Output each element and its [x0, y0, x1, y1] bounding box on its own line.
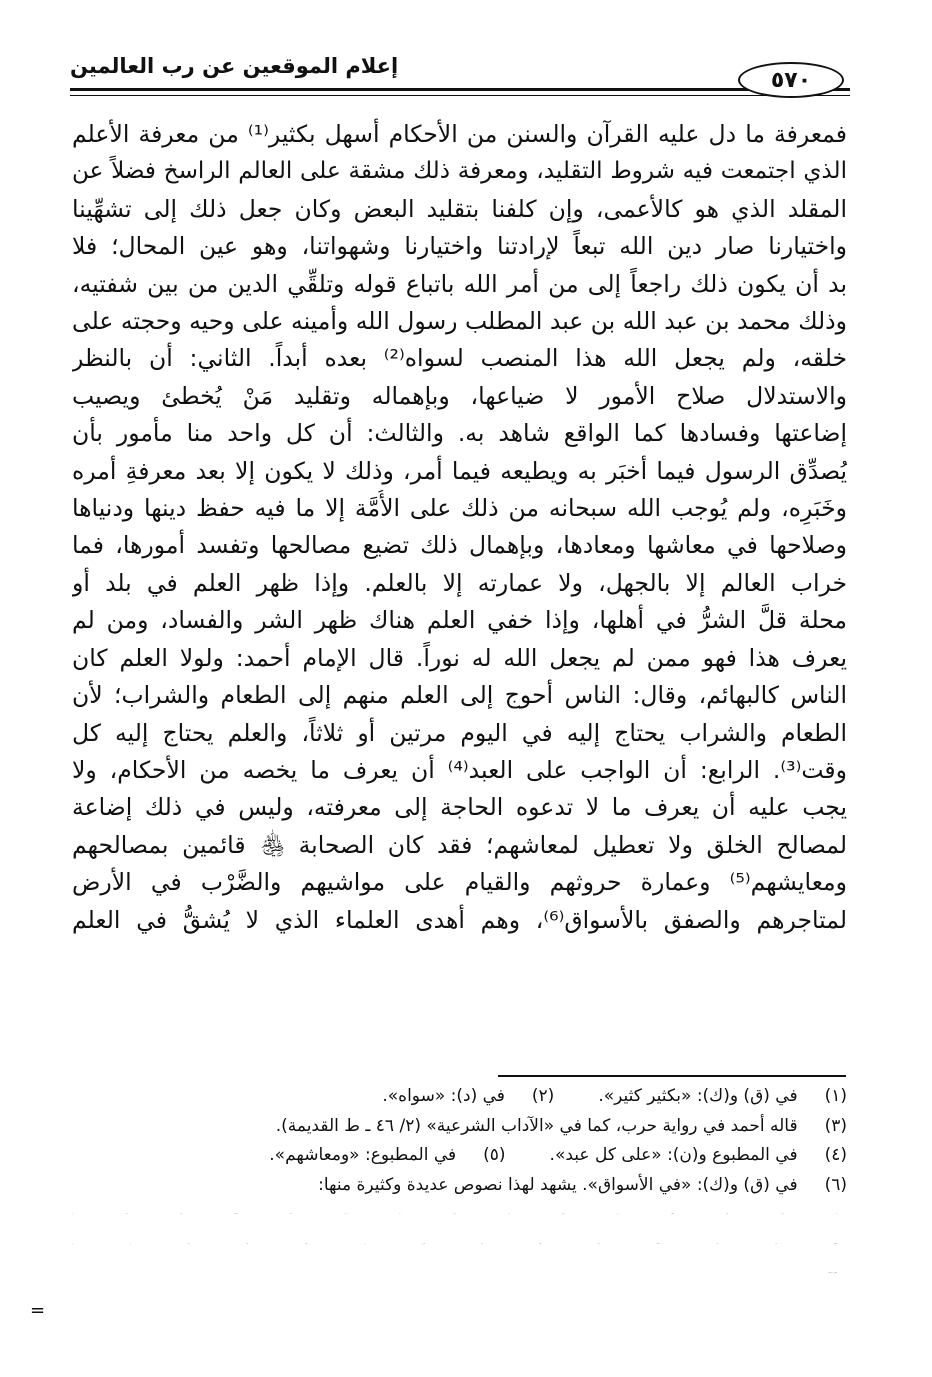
footnote-continuation-line: ما أخرجه عباس الدُّوري في «تاريخ ابن معين» (٢/ ٢٠٧) بسنده الصحيح إلى سعيد بن — [72, 1214, 837, 1215]
text-line: يعرف هذا فهو ممن لم يجعل الله له نوراً. قال الإمام أحمد: ولولا العلم كان — [72, 643, 847, 672]
text-line: وخَبَرِه، ولم يُوجب الله سبحانه من ذلك على الأُمَّة إلا ما فيه حفظ دينها ودنياها — [72, 494, 847, 523]
text-line: واختيارنا صار دين الله تبعاً لإرادتنا واختيارنا وشهواتنا، وهو عين المحال؛ فلا — [72, 232, 847, 261]
footnote-row — [72, 1171, 847, 1201]
footnote-text: في المطبوع و(ن): «على كل عبد». — [549, 1145, 798, 1165]
footnote-number: (٥) — [483, 1145, 506, 1165]
footnote-item — [269, 1141, 505, 1171]
footnote-number: (١) — [824, 1086, 847, 1106]
footnote-text: في المطبوع: «ومعاشهم». — [269, 1145, 457, 1165]
footnotes — [72, 1082, 847, 1289]
footnote-number: (٦) — [824, 1174, 847, 1195]
footnote-item — [598, 1082, 847, 1112]
text-line: الذي اجتمعت فيه شروط التقليد، ومعرفة ذلك مشقة على العالم الراسخ فضلاً عن — [72, 158, 847, 185]
text-line: لمصالح الخلق ولا تعطيل لمعاشهم؛ فقد كان الصحابة ﵃ قائمين بمصالحهم — [72, 830, 847, 859]
text-line: وذلك محمد بن عبد الله بن عبد المطلب رسول الله وأمينه على وحيه وحجته على — [72, 307, 847, 336]
footnote-number: (٤) — [824, 1145, 847, 1165]
page-header — [70, 44, 850, 100]
text-line: المقلد الذي هو كالأعمى، وإن كلفنا بتقليد البعض وكان جعل ذلك إلى تشهِّينا — [72, 194, 847, 223]
footnote-text: في (ق) و(ك): «في الأسواق». يشهد لهذا نصوص عديدة وكثيرة منها: — [318, 1174, 798, 1195]
text-line: الطعام والشراب يحتاج إليه في اليوم مرتين أو ثلاثاً، والعلم يحتاج إليه كل — [72, 718, 847, 747]
header-rule-thick — [70, 88, 850, 91]
footnote-row — [72, 1112, 847, 1142]
text-line: والاستدلال صلاح الأمور لا ضياعها، وبإهماله وتقليد مَنْ يُخطئ ويصيب — [72, 381, 847, 410]
text-line: يُصدِّق الرسول فيما أخبَر به ويطيعه فيما أمر، وذلك لا يكون إلا بعد معرفةِ أمره — [72, 456, 847, 485]
footnote-text: قاله أحمد في رواية حرب، كما في «الآداب الشرعية» (٢/ ٤٦ ـ ط القديمة). — [275, 1115, 798, 1136]
footnote-row — [72, 1141, 847, 1171]
header-rule-thin — [70, 95, 850, 96]
footnote-item — [550, 1141, 847, 1171]
text-line: إضاعتها وفسادها كما الواقع شاهد به. والثالث: أن كل واحد منا مأمور بأن — [72, 419, 847, 448]
running-title: إعلام الموقعين عن رب العالمين — [70, 54, 399, 78]
text-line: وصلاحها في معاشها ومعادها، وبإهمال ذلك تضيع مصالحها وتفسد أمورها، فما — [72, 531, 847, 560]
text-line: لمتاجرهم والصفق بالأسواق⁽⁶⁾، وهم أهدى العلماء الذي لا يُشقُّ في العلم — [72, 905, 847, 934]
text-line: ومعايشهم⁽⁵⁾ وعمارة حروثهم والقيام على مواشيهم والضَّرْب في الأرض — [72, 868, 847, 897]
page-number: ٥٧٠ — [738, 62, 844, 98]
footnote-separator — [498, 1075, 846, 1077]
text-line: خراب العالم إلا بالجهل، ولا عمارته إلا بالعلم. وإذا ظهر العلم في بلد أو — [72, 568, 847, 597]
margin-mark: = — [30, 1300, 46, 1321]
text-line: وقت⁽³⁾. الرابع: أن الواجب على العبد⁽⁴⁾ أن يعرف ما يخصه من الأحكام، ولا — [72, 755, 847, 784]
text-line: محلة قلَّ الشرُّ في أهلها، وإذا خفي العلم هناك ظهر الشر والفساد، ومن لم — [72, 606, 847, 635]
text-line: خلقه، ولم يجعل الله هذا المنصب لسواه⁽²⁾ بعده أبداً. الثاني: أن بالنظر — [72, 344, 847, 373]
footnote-continuation-line: المسيب؛ قال: «كان أصحاب رسول الله ﷺ يتَّجرون في البحر، منهم سعيد بن زيد — [72, 1243, 837, 1245]
footnote-row — [72, 1082, 847, 1112]
main-text — [72, 116, 847, 939]
text-line: فمعرفة ما دل عليه القرآن والسنن من الأحكام أسهل بكثير⁽¹⁾ من معرفة الأعلم — [72, 120, 847, 148]
text-line: الناس كالبهائم، وقال: الناس أحوج إلى العلم منهم إلى الطعام والشراب؛ لأن — [72, 681, 847, 710]
footnote-item — [318, 1171, 847, 1201]
footnote-continuation-line: وطلحة بن عبيد الله». — [828, 1273, 837, 1274]
footnote-text: في (د): «سواه». — [382, 1086, 505, 1106]
footnote-item — [276, 1112, 847, 1142]
footnote-item — [382, 1082, 554, 1112]
footnote-number: (٢) — [531, 1086, 555, 1106]
footnote-text: في (ق) و(ك): «بكثير كثير». — [598, 1086, 798, 1106]
footnote-number: (٣) — [824, 1115, 847, 1136]
text-line: بد أن يكون ذلك راجعاً إلى من أمر الله باتباع قوله وتلقِّي الدين من بين شفتيه، — [72, 269, 847, 298]
text-line: يجب عليه أن يعرف ما لا تدعوه الحاجة إلى معرفته، وليس في ذلك إضاعة — [72, 793, 847, 822]
